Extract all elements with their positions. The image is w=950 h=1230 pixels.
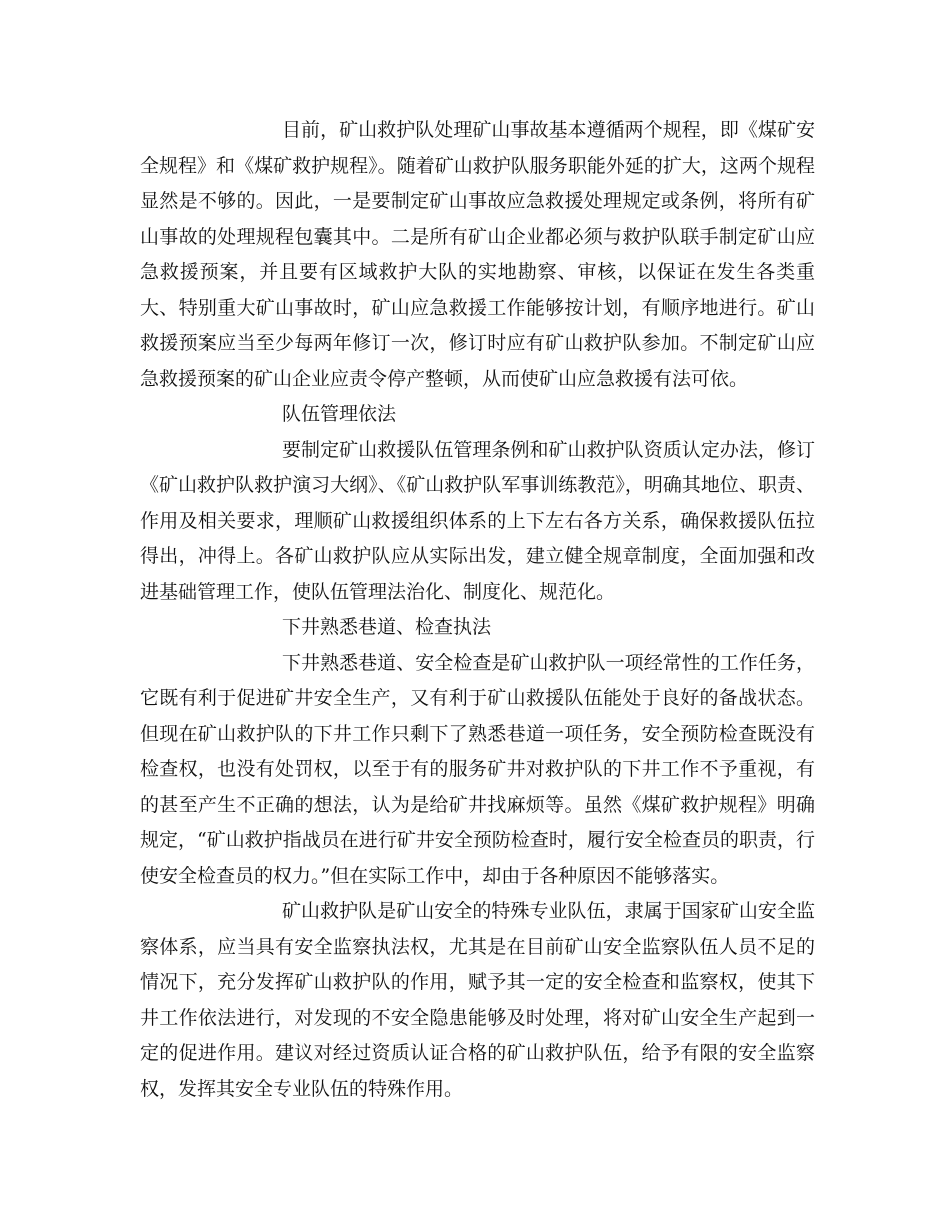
section-heading-team-management: 队伍管理依法 [282, 403, 397, 425]
section-heading-underground-inspection: 下井熟悉巷道、检查执法 [282, 616, 492, 638]
paragraph-team-management: 要制定矿山救援队伍管理条例和矿山救护队资质认定办法，修订《矿山救护队救护演习大纲》、《矿山救护队军事训练教范》，明确其地位、职责、作用及相关要求，理顺矿山救援组织体系的上下左右各方关系，确保救援队伍拉得出，冲得上。各矿山救护队应从实际出发，建立健全规章制度，全面加强和改进基础管理工作，使队伍管理法治化、制度化、规范化。 [140, 438, 815, 603]
paragraph-intro: 目前，矿山救护队处理矿山事故基本遵循两个规程，即《煤矿安全规程》和《煤矿救护规程》。随着矿山救护队服务职能外延的扩大，这两个规程显然是不够的。因此，一是要制定矿山事故应急救援处理规定或条例，将所有矿山事故的处理规程包囊其中。二是所有矿山企业都必须与救护队联手制定矿山应急救援预案，并且要有区域救护大队的实地勘察、审核，以保证在发生各类重大、特别重大矿山事故时，矿山应急救援工作能够按计划，有顺序地进行。矿山救援预案应当至少每两年修订一次，修订时应有矿山救护队参加。不制定矿山应急救援预案的矿山企业应责令停产整顿，从而使矿山应急救援有法可依。 [140, 119, 815, 390]
document-page [140, 113, 815, 1107]
paragraph-supervision-authority: 矿山救护队是矿山安全的特殊专业队伍，隶属于国家矿山安全监察体系，应当具有安全监察执法权，尤其是在目前矿山安全监察队伍人员不足的情况下，充分发挥矿山救护队的作用，赋予其一定的安全检查和监察权，使其下井工作依法进行，对发现的不安全隐患能够及时处理，将对矿山安全生产起到一定的促进作用。建议对经过资质认证合格的矿山救护队伍，给予有限的安全监察权，发挥其安全专业队伍的特殊作用。 [140, 900, 815, 1100]
paragraph-underground-inspection: 下井熟悉巷道、安全检查是矿山救护队一项经常性的工作任务，它既有利于促进矿井安全生产，又有利于矿山救援队伍能处于良好的备战状态。但现在矿山救护队的下井工作只剩下了熟悉巷道一项任务，安全预防检查既没有检查权，也没有处罚权，以至于有的服务矿井对救护队的下井工作不予重视，有的甚至产生不正确的想法，认为是给矿井找麻烦等。虽然《煤矿救护规程》明确规定，“矿山救护指战员在进行矿井安全预防检查时，履行安全检查员的职责，行使安全检查员的权力。”但在实际工作中，却由于各种原因不能够落实。 [140, 651, 815, 887]
